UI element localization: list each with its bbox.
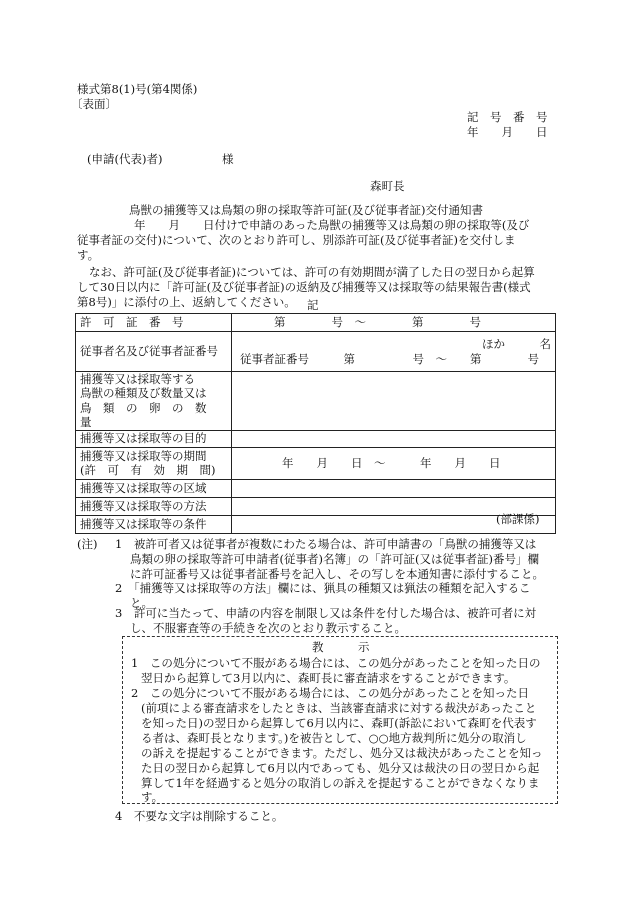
table-row (76, 479, 556, 497)
table-row (76, 430, 556, 447)
note-4: 4 不要な文字は削除すること。 (115, 809, 284, 823)
purpose-label: 捕獲等又は採取等の目的 (76, 430, 232, 447)
body-para2-line3: 第8号)」に添付の上、返納してください。 (77, 295, 296, 309)
table-row (76, 497, 556, 515)
permit-table (75, 313, 556, 534)
permit-number-value: 第 号 ～ 第 号 (232, 314, 556, 332)
worker-name-label: 従事者名及び従事者証番号 (76, 332, 232, 372)
kyouji-2-line4: る者は、森町長となります。)を被告として、○○地方裁判所に処分の取消し (141, 731, 527, 745)
condition-label: 捕獲等又は採取等の条件 (76, 515, 232, 533)
ki-label: 記 (307, 298, 319, 312)
kyouji-2-line1: 2 この処分について不服がある場合には、この処分があったことを知った日 (131, 686, 529, 700)
body-para1-line1: 年 月 日付けで申請のあった鳥獣の捕獲等又は鳥類の卵の採取等(及び (134, 218, 530, 232)
worker-cert-range: 従事者証番号 第 号 ～ 第 号 (240, 351, 539, 366)
note-2-line2: と。 (130, 596, 153, 610)
period-value: 年 月 日 ～ 年 月 日 (232, 447, 556, 479)
body-para1-line2: 従事者証の交付)について、次のとおり許可し、別添許可証(及び従事者証)を交付しま (77, 233, 516, 247)
body-para1-line3: す。 (77, 248, 100, 262)
period-label-line2: (許 可 有 効 期 間) (80, 463, 216, 477)
addressee-honorific: 様 (222, 152, 234, 166)
kyouji-2-line2: (前項による審査請求をしたときは、当該審査請求に対する裁決があったこと (141, 701, 537, 715)
method-label: 捕獲等又は採取等の方法 (76, 497, 232, 515)
addressee-label: (申請(代表)者) (87, 152, 163, 166)
note-2-line1: 2 「捕獲等又は採取等の方法」欄には、猟具の種類又は猟法の種類を記入するこ (115, 581, 531, 595)
purpose-value (232, 430, 556, 447)
kyouji-1-line1: 1 この処分について不服がある場合には、この処分があったことを知った日の (131, 656, 541, 670)
worker-name-cell (232, 332, 556, 372)
kyouji-2-line7: 算して1年を経過すると処分の取消しの訴えを提起することができなくなりま (141, 776, 540, 790)
note-1-line1: 1 被許可者又は従事者が複数にわたる場合は、許可申請書の「鳥獣の捕獲等又は (115, 537, 537, 551)
worker-count: ほか 名 (482, 336, 551, 351)
kyouji-2-line6: た日の翌日から起算して6月以内であっても、処分又は裁決の日の翌日から起 (141, 761, 540, 775)
species-quantity-label (76, 372, 232, 431)
period-label-line1: 捕獲等又は採取等の期間 (80, 448, 207, 463)
species-label-line3: 鳥 類 の 卵 の 数 量 (80, 400, 218, 430)
table-row (76, 447, 556, 479)
department-label: (部課係) (496, 512, 540, 526)
species-label-line1: 捕獲等又は採取等する (80, 372, 195, 386)
species-quantity-value (232, 372, 556, 431)
body-para2-line2: して30日以内に「許可証(及び従事者証)の返納及び捕獲等又は採取等の結果報告書(様式 (77, 280, 531, 294)
period-label (76, 447, 232, 479)
area-value (232, 479, 556, 497)
note-3-line1: 3 許可に当たって、申請の内容を制限し又は条件を付した場合は、被許可者に対 (115, 606, 537, 620)
issue-date: 年 月 日 (467, 125, 548, 139)
notes-marker: (注) (77, 537, 98, 551)
table-row (76, 515, 556, 533)
kyouji-2-line5: の訴えを提起することができます。ただし、処分又は裁決があったことを知っ (141, 746, 543, 760)
body-para2-line1: なお、許可証(及び従事者証)については、許可の有効期間が満了した日の翌日から起算 (89, 265, 535, 279)
table-row (76, 314, 556, 332)
record-number: 記 号 番 号 (467, 110, 548, 124)
table-row (76, 332, 556, 372)
kyouji-2-line8: す。 (141, 790, 164, 804)
area-label: 捕獲等又は採取等の区域 (76, 479, 232, 497)
kyouji-1-line2: 翌日から起算して3月以内に、森町長に審査請求をすることができます。 (141, 671, 516, 685)
note-3-line2: し、不服審査等の手続きを次のとおり教示すること。 (130, 621, 406, 635)
kyouji-2-line3: を知った日)の翌日から起算して6月以内に、森町(訴訟において森町を代表す (141, 716, 537, 730)
side-label: 〔表面〕 (71, 97, 117, 111)
issuer: 森町長 (370, 179, 405, 193)
document-title: 鳥獣の捕獲等又は鳥類の卵の採取等許可証(及び従事者証)交付通知書 (129, 203, 483, 217)
kyouji-title: 教 示 (312, 640, 370, 654)
note-1-line2: 鳥類の卵の採取等許可申請者(従事者)名簿」の「許可証(又は従事者証)番号」欄 (130, 552, 539, 566)
form-number: 様式第8(1)号(第4関係) (77, 82, 198, 96)
species-label-line2: 鳥獣の種類及び数量又は (80, 386, 207, 401)
note-1-line3: に許可証番号又は従事者証番号を記入し、その写しを本通知書に添付すること。 (130, 567, 544, 581)
table-row (76, 372, 556, 431)
permit-number-label: 許 可 証 番 号 (76, 314, 232, 332)
